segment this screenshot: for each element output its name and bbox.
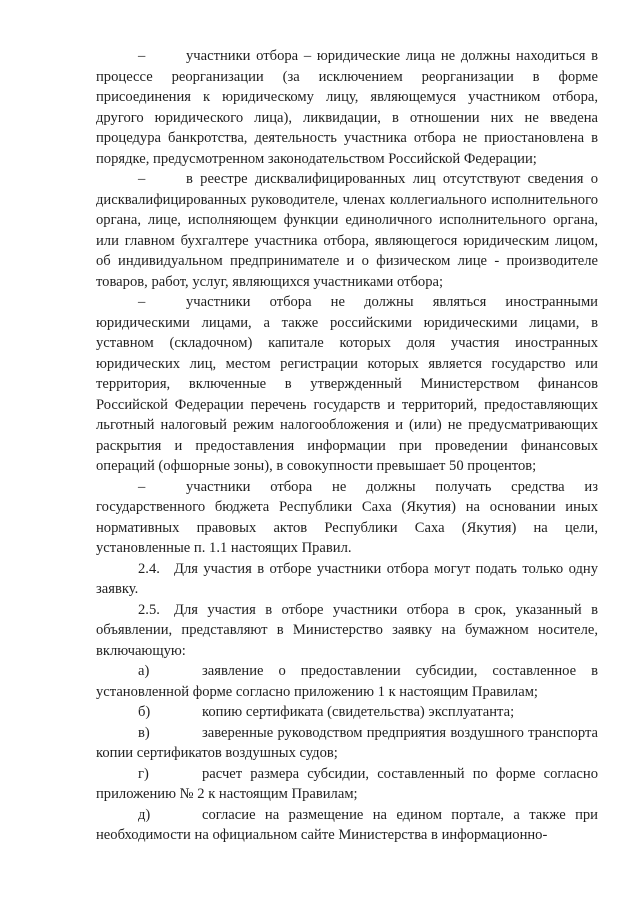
- clause-number: 2.4.: [138, 560, 160, 577]
- bullet-paragraph: [96, 292, 598, 477]
- bullet-text: в реестре дисквалифицированных лиц отсутствуют сведения о дисквалифицированных руководителе, членах коллегиального исполнительного органа, лице, исполняющем функции единоличного исполнительного органа, или главном бухгалтере участника отбора, являющегося юридическим лицом, об индивидуальном предпринимателе и о физическом лице - производителе товаров, работ, услуг, являющихся участниками отбора;: [96, 171, 598, 290]
- bullet-paragraph: [96, 477, 598, 559]
- clause-paragraph: [96, 559, 598, 600]
- clause-text: Для участия в отборе участники отбора могут подать только одну заявку.: [96, 560, 598, 597]
- list-item: [96, 661, 598, 702]
- bullet-dash: –: [138, 48, 146, 64]
- list-item: [96, 805, 598, 846]
- bullet-text: участники отбора не должны являться иностранными юридическими лицами, а также российскими юридическими лицами, в уставном (складочном) капитале которых доля участия иностранных юридических лиц, местом регистрации которых является государство или территория, включенные в утвержденный Министерством финансов Российской Федерации перечень государств и территорий, предоставляющих льготный налоговый режим налогообложения и (или) не предусматривающих раскрытия и предоставления информации при проведении финансовых операций (офшорные зоны), в совокупности превышает 50 процентов;: [96, 294, 598, 474]
- list-item: [96, 723, 598, 764]
- list-item-text: согласие на размещение на едином портале, а также при необходимости на официальном сайте Министерства в информационно-: [96, 806, 598, 843]
- list-item: [96, 702, 598, 723]
- list-item-letter: б): [138, 704, 151, 720]
- list-item-letter: а): [138, 663, 150, 679]
- bullet-dash: –: [138, 294, 146, 310]
- bullet-text: участники отбора не должны получать средства из государственного бюджета Республики Саха (Якутия) на основании иных нормативных правовых актов Республики Саха (Якутия) на цели, установленные п. 1.1 настоящих Правил.: [96, 478, 598, 556]
- bullet-paragraph: [96, 169, 598, 292]
- bullet-paragraph: [96, 46, 598, 169]
- list-item-letter: в): [138, 724, 150, 741]
- clause-number: 2.5.: [138, 601, 160, 618]
- bullet-dash: –: [138, 478, 146, 495]
- list-item-text: копию сертификата (свидетельства) эксплуатанта;: [202, 704, 515, 720]
- list-item-letter: д): [138, 806, 151, 823]
- list-item: [96, 764, 598, 805]
- bullet-dash: –: [138, 171, 146, 187]
- document-page: [96, 46, 598, 846]
- list-item-letter: г): [138, 765, 149, 782]
- list-item-text: расчет размера субсидии, составленный по форме согласно приложению № 2 к настоящим Правилам;: [96, 765, 598, 802]
- bullet-text: участники отбора – юридические лица не должны находиться в процессе реорганизации (за исключением реорганизации в форме присоединения к юридическому лицу, являющемуся участником отбора, другого юридического лица), ликвидации, в отношении них не введена процедура банкротства, деятельность участника отбора не приостановлена в порядке, предусмотренном законодательством Российской Федерации;: [96, 48, 598, 167]
- list-item-text: заверенные руководством предприятия воздушного транспорта копии сертификатов воздушных судов;: [96, 724, 598, 761]
- clause-paragraph: [96, 600, 598, 662]
- list-item-text: заявление о предоставлении субсидии, составленное в установленной форме согласно приложению 1 к настоящим Правилам;: [96, 663, 598, 700]
- clause-text: Для участия в отборе участники отбора в срок, указанный в объявлении, представляют в Министерство заявку на бумажном носителе, включающую:: [96, 601, 598, 659]
